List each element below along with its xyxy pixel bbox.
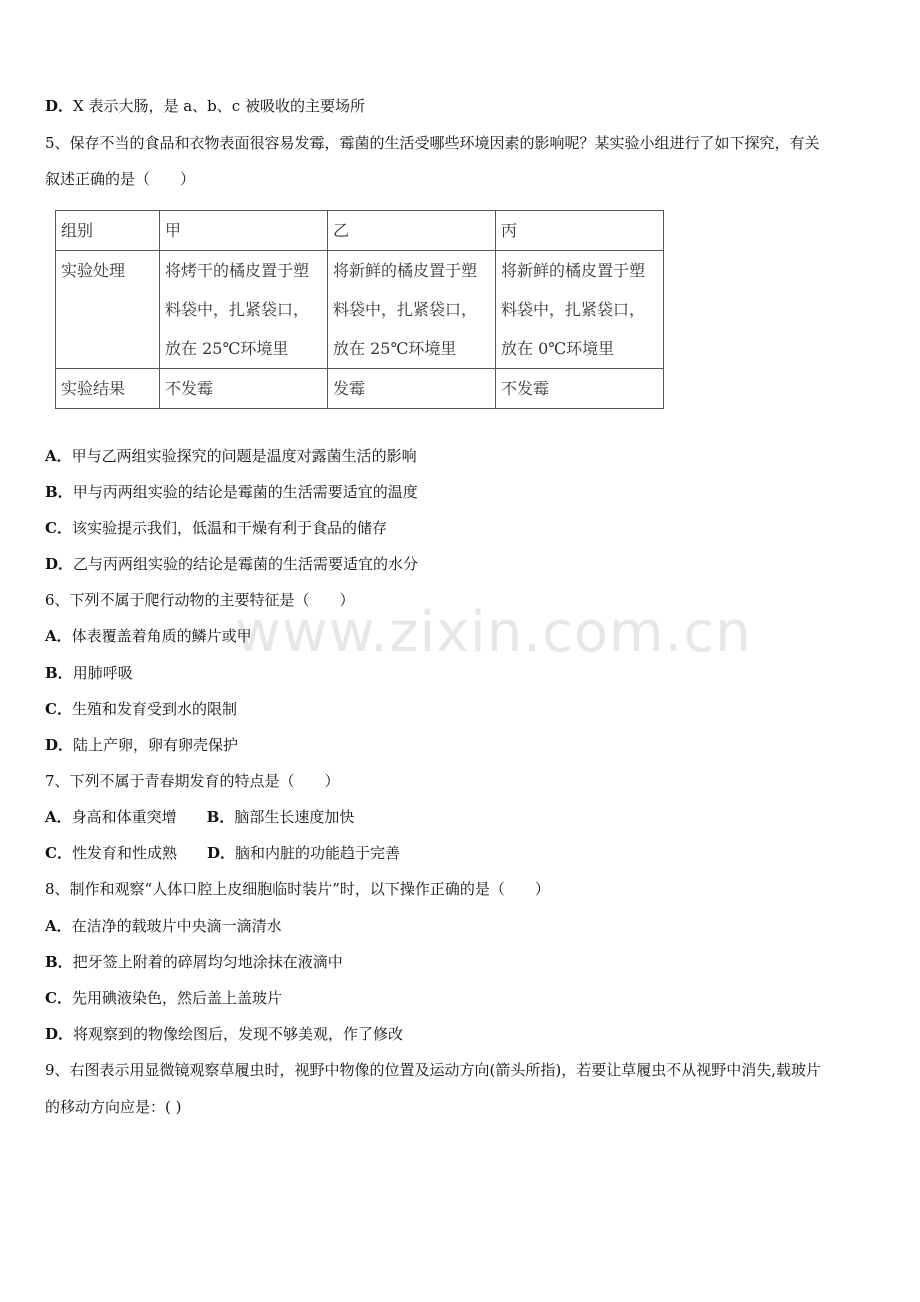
q6-option-b bbox=[45, 663, 133, 683]
option-text: 生殖和发育受到水的限制 bbox=[71, 700, 237, 718]
q7-stem: 7、下列不属于青春期发育的特点是（ ） bbox=[45, 772, 340, 790]
option-text: 将观察到的物像绘图后，发现不够美观，作了修改 bbox=[73, 1025, 404, 1043]
option-text: 陆上产卵，卵有卵壳保护 bbox=[73, 736, 239, 754]
option-label: A． bbox=[45, 627, 72, 645]
table-cell bbox=[328, 251, 496, 369]
option-label: B． bbox=[45, 953, 73, 971]
table-cell: 组别 bbox=[56, 211, 160, 251]
option-text: 先用碘液染色，然后盖上盖玻片 bbox=[71, 989, 282, 1007]
q7-options-row1 bbox=[45, 807, 354, 827]
q7-options-row2 bbox=[45, 843, 400, 863]
option-text: 性发育和性成熟 bbox=[71, 844, 177, 862]
option-label: C． bbox=[45, 700, 72, 718]
q6-option-a bbox=[45, 626, 252, 646]
table-cell: 不发霉 bbox=[160, 369, 328, 409]
q5-option-d bbox=[45, 554, 418, 574]
option-text: 该实验提示我们，低温和干燥有利于食品的储存 bbox=[71, 519, 387, 537]
table-cell: 丙 bbox=[496, 211, 664, 251]
option-label: D． bbox=[45, 736, 74, 754]
q8-stem: 8、制作和观察“人体口腔上皮细胞临时装片”时，以下操作正确的是（ ） bbox=[45, 880, 550, 898]
option-text: 身高和体重突增 bbox=[71, 808, 177, 826]
option-text: 脑和内脏的功能趋于完善 bbox=[234, 844, 400, 862]
option-label: D． bbox=[45, 555, 74, 573]
option-label: A． bbox=[45, 808, 72, 826]
option-text: 甲与乙两组实验探究的问题是温度对露菌生活的影响 bbox=[71, 447, 417, 465]
table-cell: 实验结果 bbox=[56, 369, 160, 409]
q5-option-c bbox=[45, 518, 387, 538]
q6-option-d bbox=[45, 735, 238, 755]
q8-option-c bbox=[45, 988, 282, 1008]
q9-stem-line1: 9、右图表示用显微镜观察草履虫时，视野中物像的位置及运动方向(箭头所指)，若要让草履虫不从视野中消失,载玻片 bbox=[45, 1061, 822, 1079]
q8-option-a bbox=[45, 916, 282, 936]
watermark: www.zixin.com.cn bbox=[235, 600, 752, 665]
q8-option-b bbox=[45, 952, 343, 972]
table-row bbox=[56, 251, 664, 369]
q5-stem-line2: 叙述正确的是（ ） bbox=[45, 170, 196, 188]
option-label: A． bbox=[45, 447, 72, 465]
option-text: X 表示大肠，是 a、b、c 被吸收的主要场所 bbox=[73, 97, 365, 115]
option-text: 乙与丙两组实验的结论是霉菌的生活需要适宜的水分 bbox=[73, 555, 419, 573]
option-label: C． bbox=[45, 989, 72, 1007]
cell-line: 料袋中，扎紧袋口， bbox=[501, 300, 646, 319]
option-label: C． bbox=[45, 844, 72, 862]
table-row bbox=[56, 211, 664, 251]
cell-line: 将新鲜的橘皮置于塑 bbox=[333, 261, 478, 280]
option-label: D． bbox=[45, 1025, 74, 1043]
row-label: 实验处理 bbox=[61, 261, 126, 280]
option-label: A． bbox=[45, 917, 72, 935]
q5-option-a bbox=[45, 446, 417, 466]
cell-line: 放在 25℃环境里 bbox=[165, 339, 289, 358]
option-label: B． bbox=[45, 664, 73, 682]
table-cell bbox=[160, 251, 328, 369]
table-cell: 乙 bbox=[328, 211, 496, 251]
table-cell: 甲 bbox=[160, 211, 328, 251]
table-cell bbox=[56, 251, 160, 369]
option-text: 体表覆盖着角质的鳞片或甲 bbox=[71, 627, 252, 645]
q5-stem-line1: 5、保存不当的食品和衣物表面很容易发霉，霉菌的生活受哪些环境因素的影响呢？某实验小组进行了如下探究，有关 bbox=[45, 134, 820, 152]
option-text: 把牙签上附着的碎屑均匀地涂抹在液滴中 bbox=[72, 953, 343, 971]
table-cell bbox=[496, 251, 664, 369]
q6-option-c bbox=[45, 699, 237, 719]
option-text: 甲与丙两组实验的结论是霉菌的生活需要适宜的温度 bbox=[72, 483, 418, 501]
table-row bbox=[56, 369, 664, 409]
option-label: B． bbox=[45, 483, 73, 501]
cell-line: 放在 25℃环境里 bbox=[333, 339, 457, 358]
cell-line: 料袋中，扎紧袋口， bbox=[333, 300, 478, 319]
option-label: D． bbox=[206, 844, 235, 862]
table-cell: 发霉 bbox=[328, 369, 496, 409]
cell-line: 放在 0℃环境里 bbox=[501, 339, 615, 358]
q9-stem-line2: 的移动方向应是：( ) bbox=[45, 1098, 182, 1116]
cell-line: 料袋中，扎紧袋口， bbox=[165, 300, 310, 319]
table-cell: 不发霉 bbox=[496, 369, 664, 409]
option-text: 用肺呼吸 bbox=[72, 664, 133, 682]
option-label: B． bbox=[206, 808, 235, 826]
cell-line: 将烤干的橘皮置于塑 bbox=[165, 261, 310, 280]
experiment-table bbox=[55, 210, 664, 409]
cell-line: 将新鲜的橘皮置于塑 bbox=[501, 261, 646, 280]
q6-stem: 6、下列不属于爬行动物的主要特征是（ ） bbox=[45, 591, 355, 609]
option-text: 在洁净的载玻片中央滴一滴清水 bbox=[71, 917, 282, 935]
option-label: D． bbox=[45, 97, 74, 115]
option-label: C． bbox=[45, 519, 72, 537]
q4-option-d bbox=[45, 96, 365, 116]
q8-option-d bbox=[45, 1024, 403, 1044]
q5-option-b bbox=[45, 482, 418, 502]
option-text: 脑部生长速度加快 bbox=[234, 808, 355, 826]
